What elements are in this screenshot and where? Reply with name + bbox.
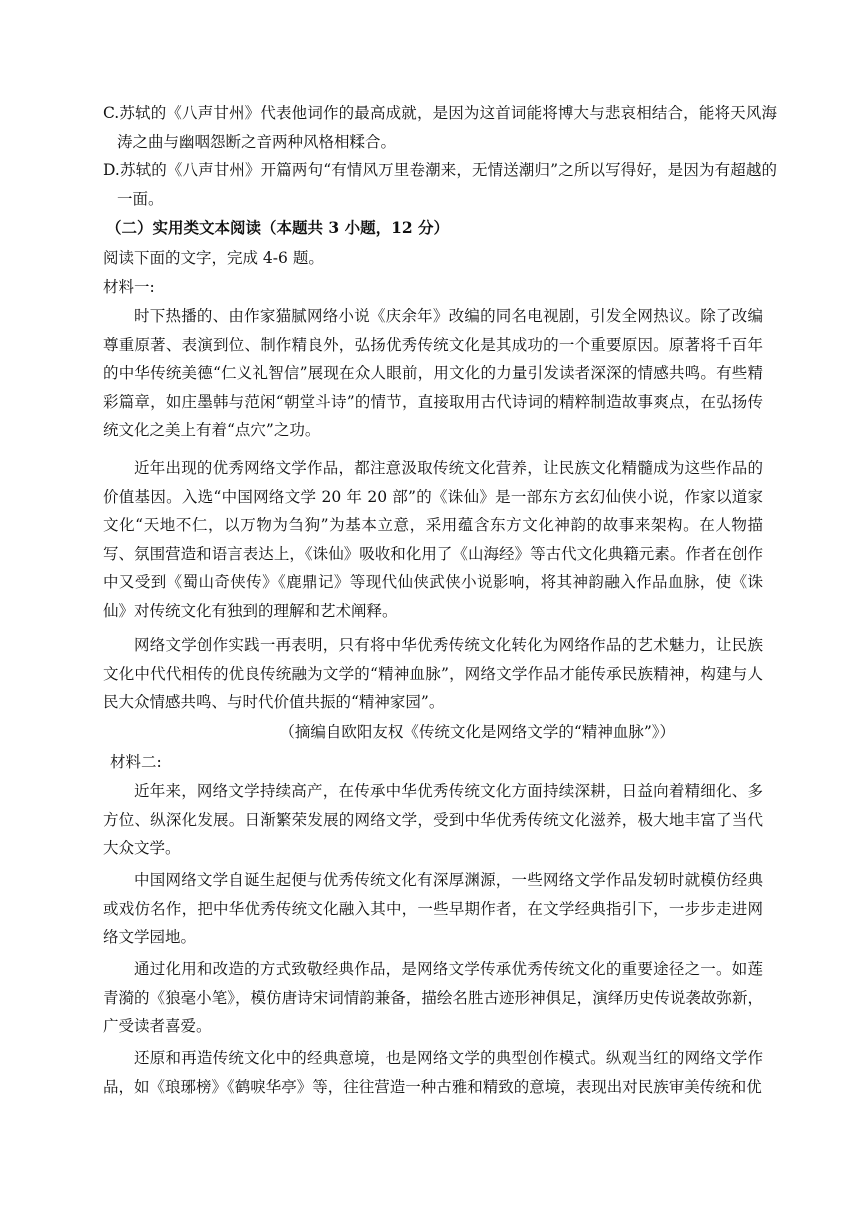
option-c: C.苏轼的《八声甘州》代表他词作的最高成就，是因为这首词能将博大与悲哀相结合，能将天风海涛之曲与幽咽怨断之音两种风格相糅合。 (103, 104, 777, 151)
material2-paragraph: 中国网络文学自诞生起便与优秀传统文化有深厚渊源，一些网络文学作品发轫时就模仿经典或戏仿名作，把中华优秀传统文化融入其中，一些早期作者，在文学经典指引下，一步步走进网络文学园地。 (103, 871, 763, 946)
material1-paragraph: 时下热播的、由作家猫腻网络小说《庆余年》改编的同名电视剧，引发全网热议。除了改编尊重原著、表演到位、制作精良外，弘扬优秀传统文化是其成功的一个重要原因。原著将千百年的中华传统美德“仁义礼智信”展现在众人眼前，用文化的力量引发读者深深的情感共鸣。有些精彩篇章，如庄墨韩与范闲“朝堂斗诗”的情节，直接取用古代诗词的精粹制造故事爽点，在弘扬传统文化之美上有着“点穴”之功。 (103, 307, 763, 439)
material1-paragraph: 近年出现的优秀网络文学作品，都注意汲取传统文化营养，让民族文化精髓成为这些作品的价值基因。入选“中国网络文学 20 年 20 部”的《诛仙》是一部东方玄幻仙侠小说，作家以道家文化“天地不仁，以万物为刍狗”为基本立意，采用蕴含东方文化神韵的故事来架构。在人物描写、氛围营造和语言表达上，《诛仙》吸收和化用了《山海经》等古代文化典籍元素。作者在创作中又受到《蜀山奇侠传》《鹿鼎记》等现代仙侠武侠小说影响，将其神韵融入作品血脉，使《诛仙》对传统文化有独到的理解和艺术阐释。 (103, 459, 763, 620)
option-d: D.苏轼的《八声甘州》开篇两句“有情风万里卷潮来，无情送潮归”之所以写得好，是因为有超越的一面。 (103, 161, 777, 208)
material2-paragraph: 还原和再造传统文化中的经典意境，也是网络文学的典型创作模式。纵观当红的网络文学作品，如《琅琊榜》《鹤唳华亭》等，往往营造一种古雅和精致的意境，表现出对民族审美传统和优 (103, 1049, 763, 1096)
instruction: 阅读下面的文字，完成 4-6 题。 (103, 249, 324, 267)
material2-label: 材料二: (110, 753, 162, 771)
material2-paragraph: 近年来，网络文学持续高产，在传承中华优秀传统文化方面持续深耕，日益向着精细化、多方位、纵深化发展。日渐繁荣发展的网络文学，受到中华优秀传统文化滋养，极大地丰富了当代大众文学。 (103, 782, 763, 857)
material2-paragraph: 通过化用和改造的方式致敬经典作品，是网络文学传承优秀传统文化的重要途径之一。如莲青漪的《狼毫小笔》，模仿唐诗宋词情韵兼备，描绘名胜古迹形神俱足，演绎历史传说袭故弥新，广受读者喜爱。 (103, 960, 763, 1035)
material1-source: （摘编自欧阳友权《传统文化是网络文学的“精神血脉”》） (279, 723, 675, 741)
material1-label: 材料一: (103, 278, 155, 296)
material1-paragraph: 网络文学创作实践一再表明，只有将中华优秀传统文化转化为网络作品的艺术魅力，让民族文化中代代相传的优良传统融为文学的“精神血脉”，网络文学作品才能传承民族精神，构建与人民大众情感共鸣、与时代价值共振的“精神家园”。 (103, 636, 763, 711)
section-heading: （二）实用类文本阅读（本题共 3 小题，12 分） (106, 218, 450, 237)
